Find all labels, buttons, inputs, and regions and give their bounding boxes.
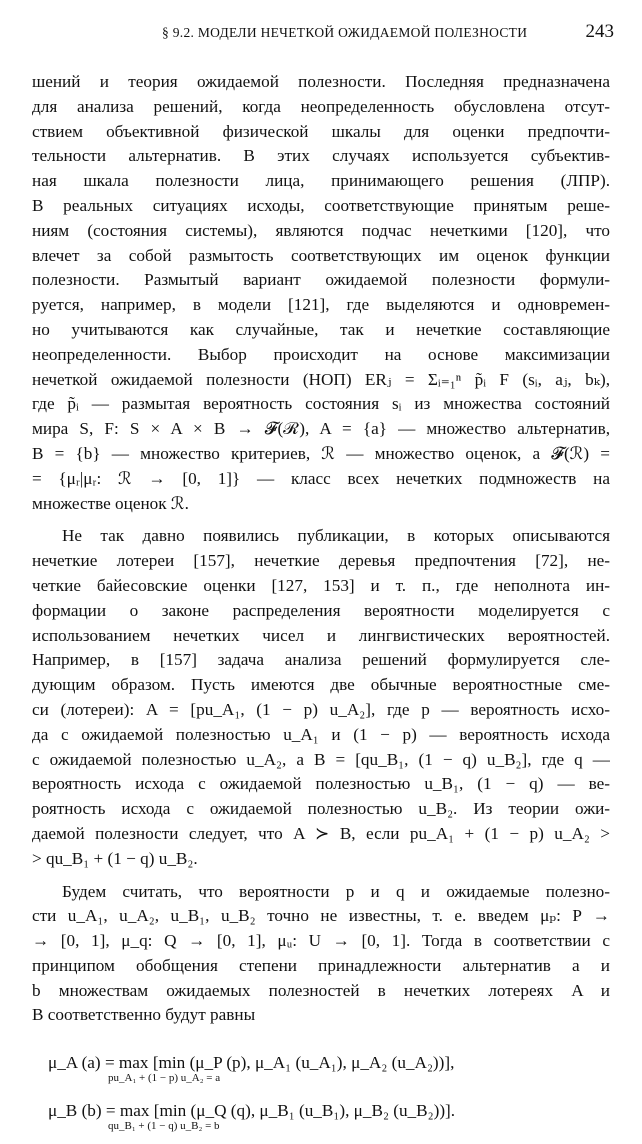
- text-line: → [0, 1], μ_q: Q → [0, 1], μᵤ: U → [0, 1]. Тогда в соответствии с: [32, 931, 610, 951]
- text-line: вероятность исхода с ожидаемой полезностью u_B₁, (1 − q) — ве-: [32, 774, 610, 794]
- text-line: с ожидаемой полезностью u_A₂, а B = [qu_B₁, (1 − q) u_B₂], где q —: [32, 749, 610, 769]
- running-head: § 9.2. МОДЕЛИ НЕЧЕТКОЙ ОЖИДАЕМОЙ ПОЛЕЗНОСТИ: [162, 25, 528, 40]
- text-line: четкие байесовские оценки [127, 153] и т. п., где неполнота ин-: [32, 575, 610, 595]
- text-line: B = {b} — множество критериев, ℛ — множество оценок, а 𝓕(ℛ) =: [32, 443, 610, 463]
- text-line: для анализа решений, когда неопределенность обусловлена отсут-: [32, 96, 610, 116]
- formula-subscript: qu_B₁ + (1 − q) u_B₂ = b: [108, 1120, 220, 1133]
- text-line: полезности. Размытый вариант ожидаемой полезности формули-: [32, 270, 610, 290]
- formula-main: μ_A (a) = max [min (μ_P (p), μ_A₁ (u_A₁), μ_A₂ (u_A₂))],: [48, 1053, 455, 1073]
- text-line: множестве оценок ℛ.: [32, 493, 189, 513]
- text-line: B соответственно будут равны: [32, 1005, 256, 1025]
- text-line: шений и теория ожидаемой полезности. Последняя предназначена: [32, 72, 610, 91]
- text-line: ниям (состояния системы), являются подчас нечеткими [120], что: [32, 220, 610, 240]
- text-line: формации о законе распределения вероятности моделируется с: [32, 600, 610, 620]
- page-number: 243: [585, 21, 614, 42]
- formula-subscript: pu_A₁ + (1 − p) u_A₂ = a: [108, 1072, 221, 1085]
- text-line: ная шкала полезности лица, принимающего решения (ЛПР).: [32, 171, 610, 191]
- text-line: сти u_A₁, u_A₂, u_B₁, u_B₂ точно не известны, т. е. введем μₚ: P →: [32, 906, 610, 926]
- formula-main: μ_B (b) = max [min (μ_Q (q), μ_B₁ (u_B₁), μ_B₂ (u_B₂))].: [48, 1101, 456, 1121]
- text-line: роятность исхода с ожидаемой полезностью u_B₂. Из теории ожи-: [32, 799, 610, 819]
- text-line: неопределенности. Выбор происходит на основе максимизации: [32, 344, 610, 364]
- text-line: мира S, F: S × A × B → 𝓕(ℛ), A = {a} — множество альтернатив,: [32, 419, 610, 439]
- text-line: тельности альтернатив. В этих случаях используется субъектив-: [32, 146, 610, 166]
- text-line: дующим образом. Пусть имеются две обычные вероятностные сме-: [32, 675, 610, 695]
- text-line: = {μᵣ|μᵣ: ℛ → [0, 1]} — класс всех нечетких подмножеств на: [32, 468, 610, 488]
- text-line: > qu_B₁ + (1 − q) u_B₂.: [32, 848, 198, 868]
- formula-block: [32, 1048, 610, 1144]
- text-line: Не так давно появились публикации, в которых описываются: [62, 526, 610, 546]
- page-header: [32, 22, 614, 48]
- text-line: даемой полезности следует, что A ≻ B, если pu_A₁ + (1 − p) u_A₂ >: [32, 823, 610, 843]
- text-line: ствием объективной физической шкалы для оценки предпочти-: [32, 121, 610, 141]
- text-line: Будем считать, что вероятности p и q и ожидаемые полезно-: [62, 881, 610, 901]
- text-line: В реальных ситуациях исходы, соответствующие принятым реше-: [32, 195, 610, 215]
- paragraph-3: [32, 880, 610, 1029]
- paragraph-1: [32, 70, 610, 516]
- text-line: b множествам ожидаемых полезностей в нечетких лотереях A и: [32, 980, 610, 1000]
- text-line: но учитываются как случайные, так и нечеткие составляющие: [32, 319, 610, 339]
- text-line: принципом обобщения степени принадлежности альтернатив a и: [32, 955, 610, 975]
- text-line: руется, например, в модели [121], где выделяются и одновремен-: [32, 295, 610, 315]
- text-line: нечеткой ожидаемой полезности (НОП) ERⱼ = Σᵢ₌₁ⁿ p̃ᵢ F (sᵢ, aⱼ, bₖ),: [32, 369, 610, 389]
- text-line: си (лотереи): A = [pu_A₁, (1 − p) u_A₂], где p — вероятность исхо-: [32, 699, 610, 719]
- body-text: [32, 70, 610, 1144]
- text-line: где p̃ᵢ — размытая вероятность состояния sᵢ из множества состояний: [32, 394, 610, 414]
- text-line: Например, в [157] задача анализа решений формулируется сле-: [32, 650, 610, 670]
- formula-1: [32, 1048, 610, 1096]
- formula-2: [32, 1096, 610, 1144]
- text-line: да с ожидаемой полезностью u_A₁ и (1 − p) — вероятность исхода: [32, 724, 610, 744]
- text-line: нечеткие лотереи [157], нечеткие деревья предпочтения [72], не-: [32, 551, 610, 571]
- paragraph-2: [32, 524, 610, 871]
- text-line: влечет за собой размытость соответствующих им оценок функции: [32, 245, 610, 265]
- text-line: использованием нечетких чисел и лингвистических вероятностей.: [32, 625, 610, 645]
